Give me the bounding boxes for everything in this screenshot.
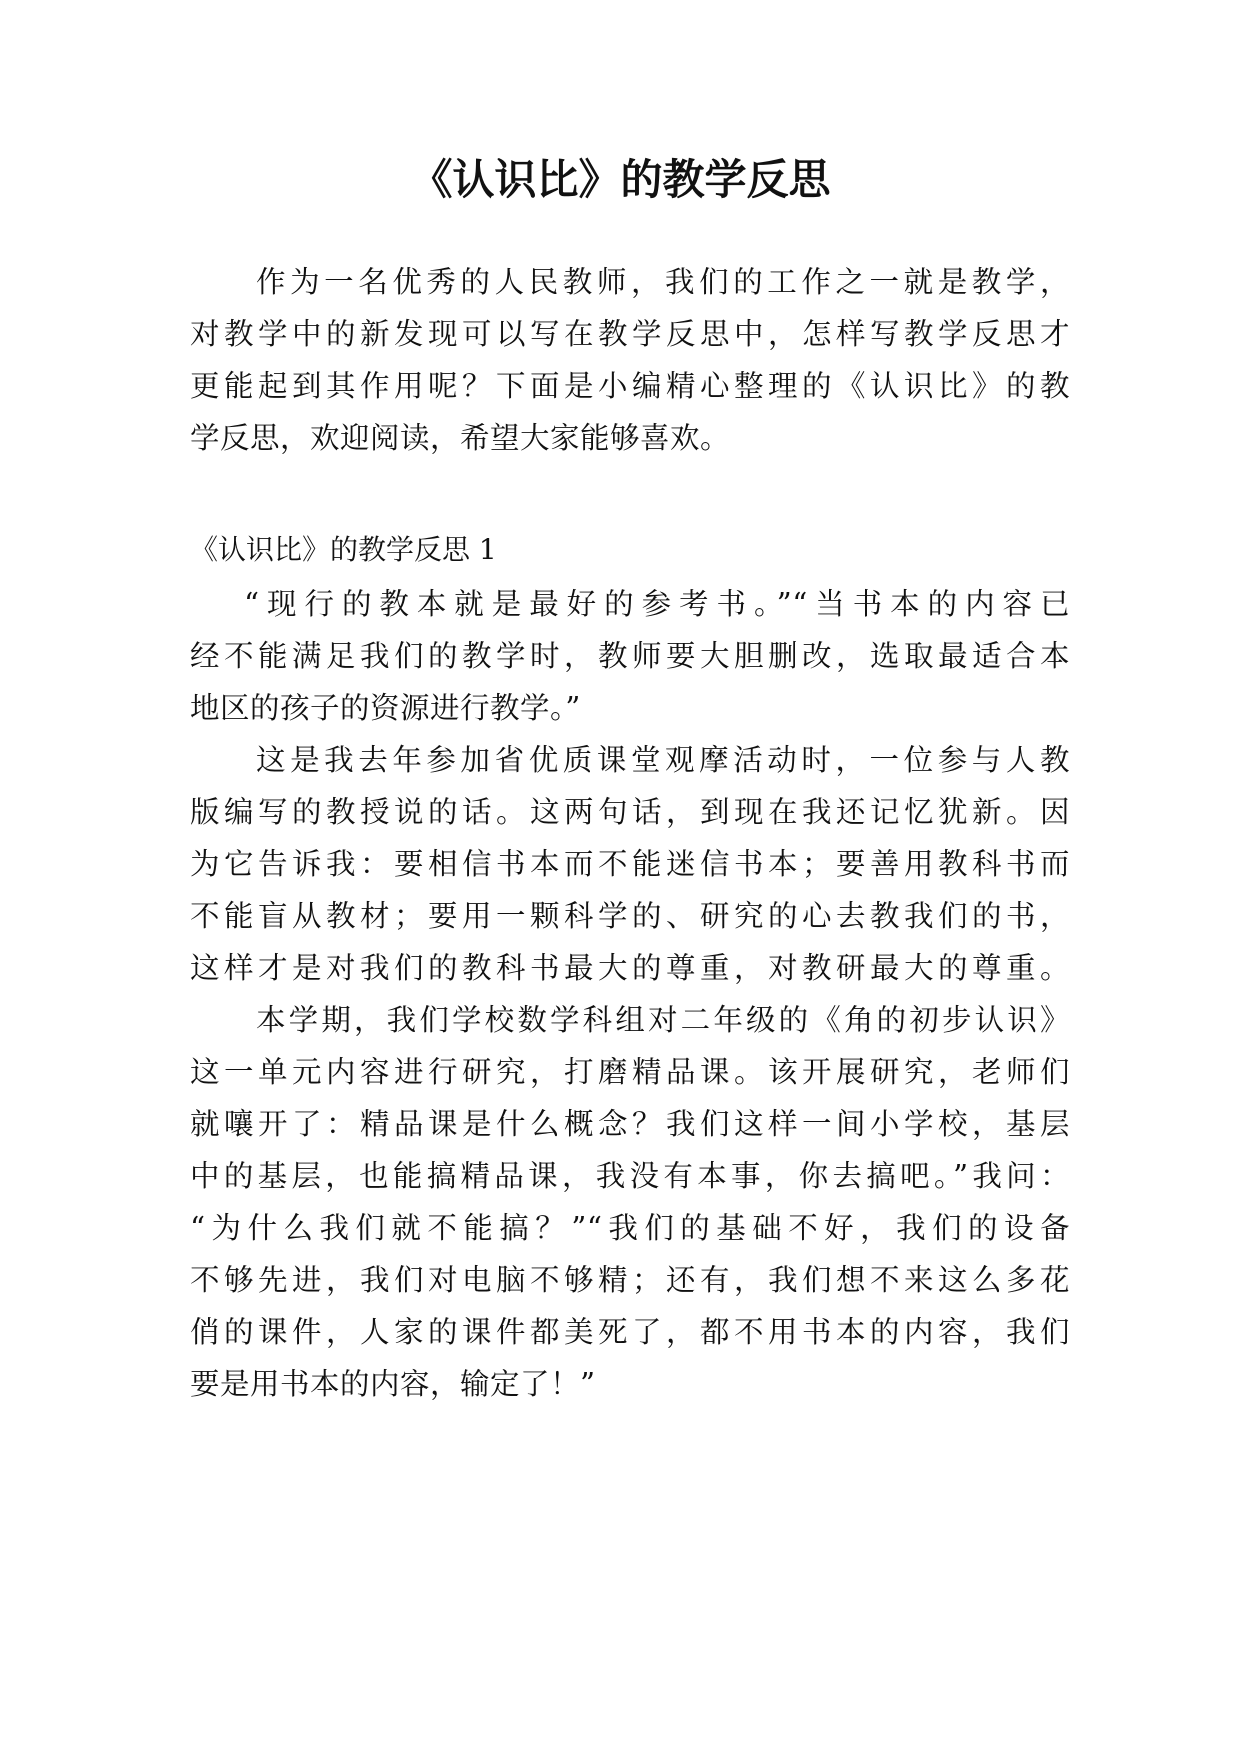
para3-line-3: 就嚷开了：精品课是什么概念？我们这样一间小学校，基层 <box>190 1107 1070 1141</box>
intro-line-1: 作为一名优秀的人民教师，我们的工作之一就是教学， <box>256 265 1070 299</box>
document-title: 《认识比》的教学反思 <box>410 155 831 204</box>
para2-line-2: 版编写的教授说的话。这两句话，到现在我还记忆犹新。因 <box>190 795 1070 829</box>
para3-line-8: 要是用书本的内容，输定了！” <box>190 1367 596 1401</box>
para2-line-3: 为它告诉我：要相信书本而不能迷信书本；要善用教科书而 <box>190 847 1070 881</box>
para2-line-1: 这是我去年参加省优质课堂观摩活动时，一位参与人教 <box>256 743 1070 777</box>
para3-line-2: 这一单元内容进行研究，打磨精品课。该开展研究，老师们 <box>190 1055 1070 1089</box>
intro-line-3: 更能起到其作用呢？下面是小编精心整理的《认识比》的教 <box>190 369 1070 403</box>
intro-line-2: 对教学中的新发现可以写在教学反思中，怎样写教学反思才 <box>190 317 1070 351</box>
section-heading: 《认识比》的教学反思 1 <box>190 533 497 566</box>
para1-line-3: 地区的孩子的资源进行教学。” <box>190 691 581 725</box>
para1-line-1: “现行的教本就是最好的参考书。”“当书本的内容已 <box>244 587 1070 621</box>
para3-line-5: “为什么我们就不能搞？”“我们的基础不好，我们的设备 <box>190 1211 1070 1245</box>
intro-line-4: 学反思，欢迎阅读，希望大家能够喜欢。 <box>190 421 731 455</box>
para3-line-6: 不够先进，我们对电脑不够精；还有，我们想不来这么多花 <box>190 1263 1070 1297</box>
para2-line-5: 这样才是对我们的教科书最大的尊重，对教研最大的尊重。 <box>190 951 1070 985</box>
para3-line-4: 中的基层，也能搞精品课，我没有本事，你去搞吧。”我问： <box>190 1159 1070 1193</box>
para1-line-2: 经不能满足我们的教学时，教师要大胆删改，选取最适合本 <box>190 639 1070 673</box>
para3-line-7: 俏的课件，人家的课件都美死了，都不用书本的内容，我们 <box>190 1315 1070 1349</box>
para2-line-4: 不能盲从教材；要用一颗科学的、研究的心去教我们的书， <box>190 899 1070 933</box>
para3-line-1: 本学期，我们学校数学科组对二年级的《角的初步认识》 <box>256 1003 1070 1037</box>
